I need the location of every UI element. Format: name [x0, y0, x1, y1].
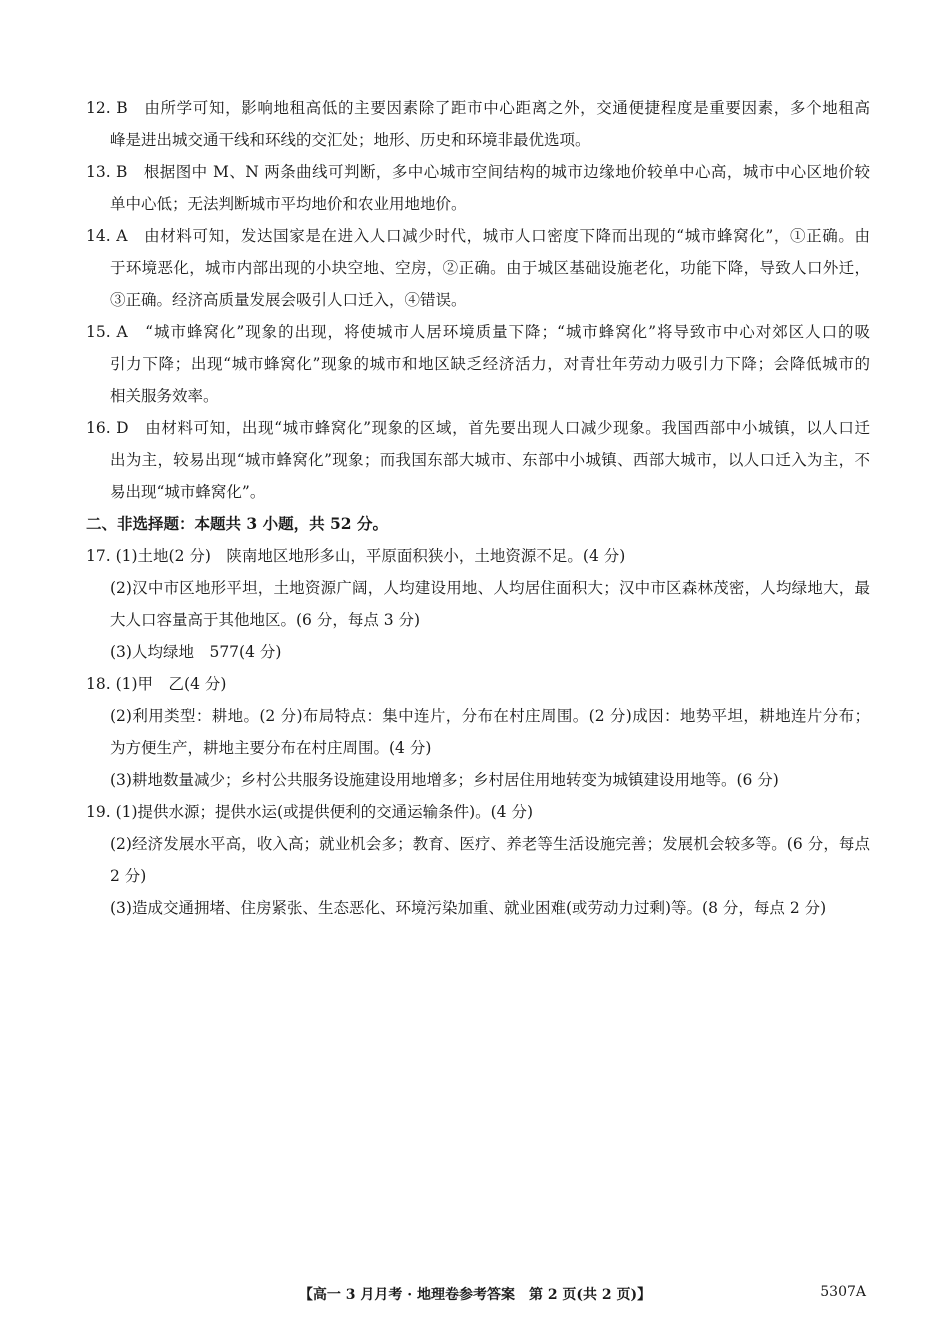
- answer-15-line-2: 引力下降；出现“城市蜂窝化”现象的城市和地区缺乏经济活力，对青壮年劳动力吸引力下降；会降低城市的: [110, 355, 870, 373]
- answer-15: [86, 316, 870, 412]
- page-footer: [0, 1284, 950, 1308]
- section-2-heading: 二、非选择题：本题共 3 小题，共 52 分。: [86, 514, 388, 533]
- answer-14-line-1: 14. A 由材料可知，发达国家是在进入人口减少时代，城市人口密度下降而出现的“城市蜂窝化”，①正确。由: [86, 227, 870, 245]
- answer-12: [86, 92, 870, 156]
- answer-12-line-1: 12. B 由所学可知，影响地租高低的主要因素除了距市中心距离之外，交通便捷程度是重要因素，多个地租高: [86, 99, 870, 117]
- answer-19-part-2-line-2: 2 分): [110, 867, 147, 885]
- answer-19-part-2-line-1: (2)经济发展水平高，收入高；就业机会多；教育、医疗、养老等生活设施完善；发展机会较多等。(6 分，每点: [110, 835, 870, 853]
- answer-12-line-2: 峰是进出城交通干线和环线的交汇处；地形、历史和环境非最优选项。: [110, 131, 591, 149]
- answer-18-part-2-line-2: 为方便生产，耕地主要分布在村庄周围。(4 分): [110, 739, 432, 757]
- answer-13: [86, 156, 870, 220]
- answer-17-part-1: 17. (1)土地(2 分) 陕南地区地形多山，平原面积狭小，土地资源不足。(4 分): [86, 547, 626, 565]
- answer-content: [86, 92, 870, 924]
- answer-17-part-2-line-2: 大人口容量高于其他地区。(6 分，每点 3 分): [110, 611, 421, 629]
- footer-code: 5307A: [820, 1284, 866, 1300]
- answer-16-line-1: 16. D 由材料可知，出现“城市蜂窝化”现象的区域，首先要出现人口减少现象。我国西部中小城镇，以人口迁: [86, 419, 870, 437]
- answer-16-line-2: 出为主，较易出现“城市蜂窝化”现象；而我国东部大城市、东部中小城镇、西部大城市，以人口迁入为主，不: [110, 451, 870, 469]
- answer-19-part-1: 19. (1)提供水源；提供水运(或提供便利的交通运输条件)。(4 分): [86, 803, 534, 821]
- answer-17: [86, 540, 870, 668]
- answer-13-line-2: 单中心低；无法判断城市平均地价和农业用地地价。: [110, 195, 467, 213]
- answer-15-line-1: 15. A “城市蜂窝化”现象的出现，将使城市人居环境质量下降；“城市蜂窝化”将导致市中心对郊区人口的吸: [86, 323, 870, 341]
- answer-18-part-1: 18. (1)甲 乙(4 分): [86, 675, 227, 693]
- answer-15-line-3: 相关服务效率。: [110, 387, 219, 405]
- answer-14-line-2: 于环境恶化，城市内部出现的小块空地、空房，②正确。由于城区基础设施老化，功能下降，导致人口外迁，: [110, 259, 870, 277]
- answer-14: [86, 220, 870, 316]
- answer-19-part-3: (3)造成交通拥堵、住房紧张、生态恶化、环境污染加重、就业困难(或劳动力过剩)等。(8 分，每点 2 分): [110, 899, 827, 917]
- answer-18-part-2-line-1: (2)利用类型：耕地。(2 分)布局特点：集中连片，分布在村庄周围。(2 分)成因：地势平坦，耕地连片分布；: [110, 707, 870, 725]
- answer-18: [86, 668, 870, 796]
- answer-16-line-3: 易出现“城市蜂窝化”。: [110, 483, 266, 501]
- answer-17-part-2-line-1: (2)汉中市区地形平坦，土地资源广阔，人均建设用地、人均居住面积大；汉中市区森林茂密，人均绿地大，最: [110, 579, 870, 597]
- answer-19: [86, 796, 870, 924]
- answer-14-line-3: ③正确。经济高质量发展会吸引人口迁入，④错误。: [110, 291, 467, 309]
- answer-16: [86, 412, 870, 508]
- footer-title: 【高一 3 月月考 · 地理卷参考答案 第 2 页(共 2 页)】: [298, 1287, 652, 1303]
- answer-17-part-3: (3)人均绿地 577(4 分): [110, 643, 282, 661]
- answer-13-line-1: 13. B 根据图中 M、N 两条曲线可判断，多中心城市空间结构的城市边缘地价较单中心高，城市中心区地价较: [86, 163, 870, 181]
- answer-18-part-3: (3)耕地数量减少；乡村公共服务设施建设用地增多；乡村居住用地转变为城镇建设用地等。(6 分): [110, 771, 779, 789]
